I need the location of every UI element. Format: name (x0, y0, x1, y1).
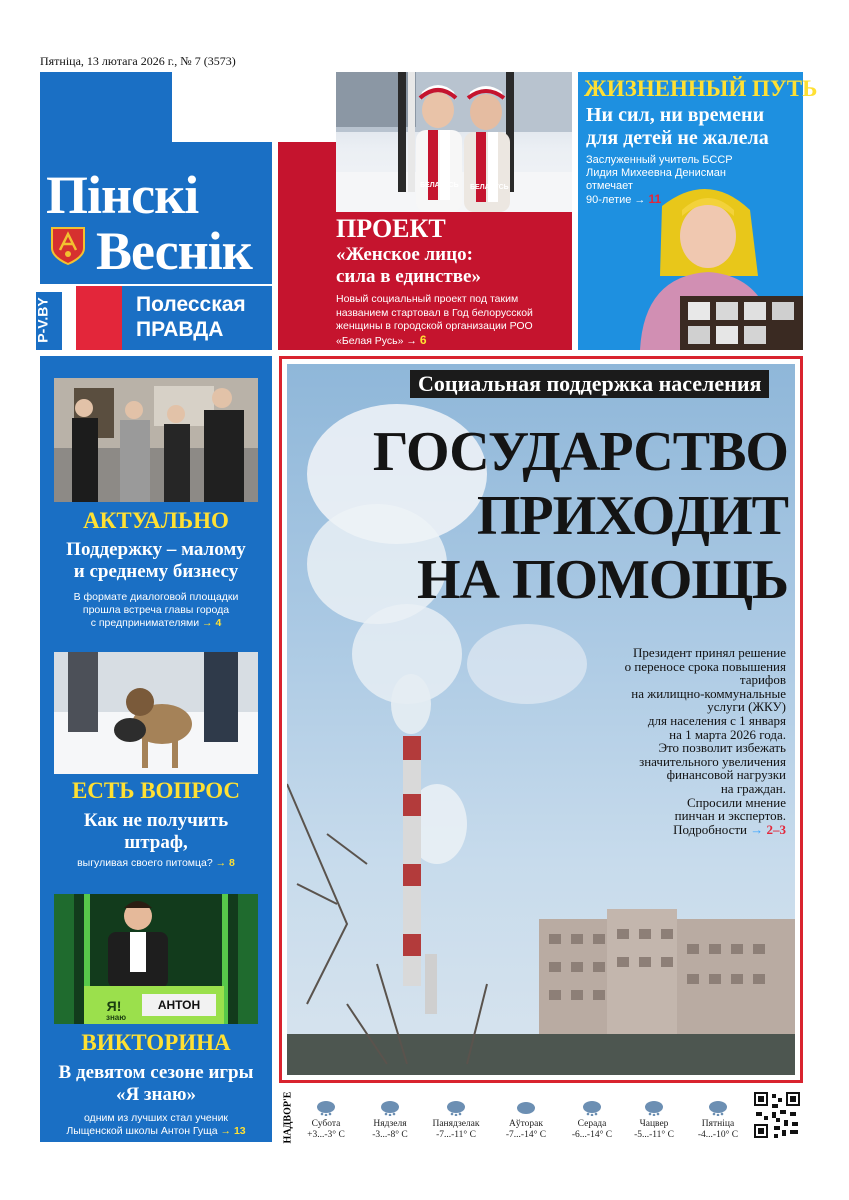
weather-day-name: Аўторак (509, 1119, 543, 1129)
business-text (44, 591, 268, 630)
project-headline-line1: «Женское лицо: (336, 244, 473, 265)
weather-day (424, 1100, 488, 1141)
weather-day-name: Серада (577, 1119, 607, 1129)
weather-day-temp: -4...-10° C (697, 1130, 739, 1140)
pet-page-ref[interactable]: 8 (229, 857, 235, 869)
lead-line: Подробности (673, 821, 747, 837)
cloud-snow-icon (707, 1100, 729, 1116)
quiz-text-line1: одним из лучших стал ученик (83, 1112, 229, 1124)
life-text-line1: Заслуженный учитель БССР (586, 154, 733, 166)
pet-headline[interactable] (40, 810, 272, 854)
quiz-logo-line1: Я! (106, 998, 122, 1014)
project-headline-line2: сила в единстве» (336, 266, 481, 287)
project-page-ref[interactable]: 6 (419, 332, 427, 347)
lead-line: для населения с 1 января (647, 712, 786, 728)
weather-day-name: Нядзеля (373, 1119, 407, 1129)
project-headline[interactable] (336, 244, 566, 288)
life-headline-line1: Ни сил, ни времени (586, 104, 765, 126)
life-headline[interactable] (586, 104, 769, 150)
business-text-line3: с предпринимателями (90, 617, 200, 629)
weather-day (560, 1100, 624, 1141)
weather-day-temp: -7...-11° C (436, 1130, 476, 1140)
main-lead (560, 646, 786, 836)
subtitle-line1: Полесская (136, 293, 246, 316)
arrow-icon: → (631, 194, 649, 206)
quiz-headline-line2: «Я знаю» (115, 1084, 197, 1105)
pet-headline-line2: штраф, (124, 832, 188, 853)
lead-line: пинчан и экспертов. (674, 808, 786, 824)
quiz-text (44, 1112, 268, 1138)
business-photo[interactable] (54, 378, 258, 502)
city-crest-icon (50, 226, 86, 266)
weather-day (358, 1100, 422, 1141)
arrow-icon: → (217, 1125, 234, 1137)
quiz-headline[interactable] (40, 1062, 272, 1106)
photo-sign-1: БЕЛАРУСЬ (420, 182, 459, 189)
life-page-ref[interactable]: 11 (648, 192, 662, 206)
lead-line: тарифов (739, 672, 786, 688)
lead-line: значительного увеличения (639, 753, 786, 769)
project-corner-cutout (278, 72, 336, 142)
lead-line: финансовой нагрузки (666, 767, 786, 783)
weather-day (622, 1100, 686, 1141)
weather-day-temp: -6...-14° C (571, 1130, 613, 1140)
dateline: Пятніца, 13 лютага 2026 г., № 7 (3573) (40, 54, 236, 68)
quiz-page-ref[interactable]: 13 (233, 1125, 246, 1137)
lead-line: на жилищно-коммунальные (631, 685, 786, 701)
life-text (586, 154, 733, 207)
arrow-icon: → (406, 334, 420, 347)
weather-day-name: Субота (311, 1119, 341, 1129)
logo-title-line1: Пінскі (46, 165, 199, 225)
cloud-snow-icon (581, 1100, 603, 1116)
weather-day-name: Чацвер (639, 1119, 669, 1129)
quiz-name-plate: АНТОН (142, 994, 216, 1016)
main-kicker: Социальная поддержка населения (410, 370, 769, 398)
weather-day-temp: -3...-8° C (372, 1130, 408, 1140)
business-text-line2: прошла встреча главы города (82, 604, 230, 616)
lead-line: Президент принял решение (632, 645, 786, 660)
business-text-line1: В формате диалоговой площадки (73, 591, 239, 603)
project-text-body: Новый социальный проект под таким названием стартовал в Год белорусской женщины в городской организации РОО «Белая Русь» (336, 293, 533, 347)
weather-day-temp: +3...-3° C (307, 1130, 345, 1140)
project-text (336, 293, 570, 348)
weather-day (686, 1100, 750, 1141)
quiz-text-line2: Лыщенской школы Антон Гуща (66, 1125, 218, 1137)
cloud-snow-icon (445, 1100, 467, 1116)
project-photo[interactable] (336, 72, 572, 212)
main-page-ref[interactable]: 2–3 (766, 821, 786, 837)
business-headline[interactable] (40, 539, 272, 583)
site-url[interactable]: P-V.BY (36, 292, 62, 350)
subtitle-line2: ПРАВДА (136, 318, 224, 341)
main-headline-line2: ПРИХОДИТ (476, 485, 788, 547)
weather-day-temp: -5...-11° C (634, 1130, 674, 1140)
masthead-subtitle (122, 286, 272, 350)
arrow-icon: → (747, 821, 767, 837)
business-page-ref[interactable]: 4 (215, 617, 222, 629)
weather-day-name: Панядзелак (432, 1119, 480, 1129)
project-kicker: ПРОЕКТ (336, 214, 446, 243)
lead-line: о переносе срока повышения (624, 658, 786, 674)
qr-code-icon[interactable] (752, 1090, 802, 1140)
weather-day (494, 1100, 558, 1141)
weather-day-name: Пятніца (701, 1119, 735, 1129)
lead-line: Это позволит избежать (658, 740, 786, 756)
pet-text-line1: выгуливая своего питомца? (77, 857, 213, 869)
life-text-line4: 90-летие (586, 194, 632, 206)
quiz-photo[interactable] (54, 894, 258, 1024)
arrow-icon: → (199, 617, 216, 629)
life-headline-line2: для детей не жалела (586, 127, 769, 149)
quiz-logo (106, 998, 127, 1024)
life-kicker: ЖИЗНЕННЫЙ ПУТЬ (584, 76, 818, 101)
weather-day (294, 1100, 358, 1141)
quiz-headline-line1: В девятом сезоне игры (58, 1062, 254, 1083)
weather-label: НАДВОР'Е (282, 1091, 294, 1144)
lead-line: Спросили мнение (686, 794, 786, 810)
cloud-snow-icon (379, 1100, 401, 1116)
quiz-logo-line2: знаю (106, 1013, 127, 1022)
masthead-red-accent (76, 286, 122, 350)
business-headline-line1: Поддержку – малому (66, 539, 246, 560)
arrow-icon: → (212, 857, 230, 869)
photo-sign-2: БЕЛАРУСЬ (470, 184, 509, 191)
life-text-line2: Лидия Михеевна Денисман (586, 167, 726, 179)
logo-title-line2: Веснік (96, 221, 252, 281)
main-headline-line1: ГОСУДАРСТВО (372, 421, 788, 483)
cloud-snow-icon (643, 1100, 665, 1116)
weather-day-temp: -7...-14° C (505, 1130, 547, 1140)
pet-text (44, 857, 268, 870)
quiz-kicker: ВИКТОРИНА (81, 1030, 231, 1055)
pet-headline-line1: Как не получить (83, 810, 229, 831)
main-headline[interactable] (300, 420, 788, 612)
business-headline-line2: и среднему бизнесу (73, 561, 239, 582)
pet-photo[interactable] (54, 652, 258, 774)
main-headline-line3: НА ПОМОЩЬ (416, 549, 788, 611)
lead-line: на граждан. (720, 780, 786, 796)
lead-line: на 1 марта 2026 года. (669, 726, 786, 742)
lead-line: услуги (ЖКУ) (707, 699, 786, 715)
pet-kicker: ЕСТЬ ВОПРОС (71, 778, 241, 803)
cloud-snow-icon (315, 1100, 337, 1116)
cloud-icon (515, 1100, 537, 1116)
business-kicker: АКТУАЛЬНО (83, 508, 229, 533)
life-text-line3: отмечает (586, 180, 633, 192)
